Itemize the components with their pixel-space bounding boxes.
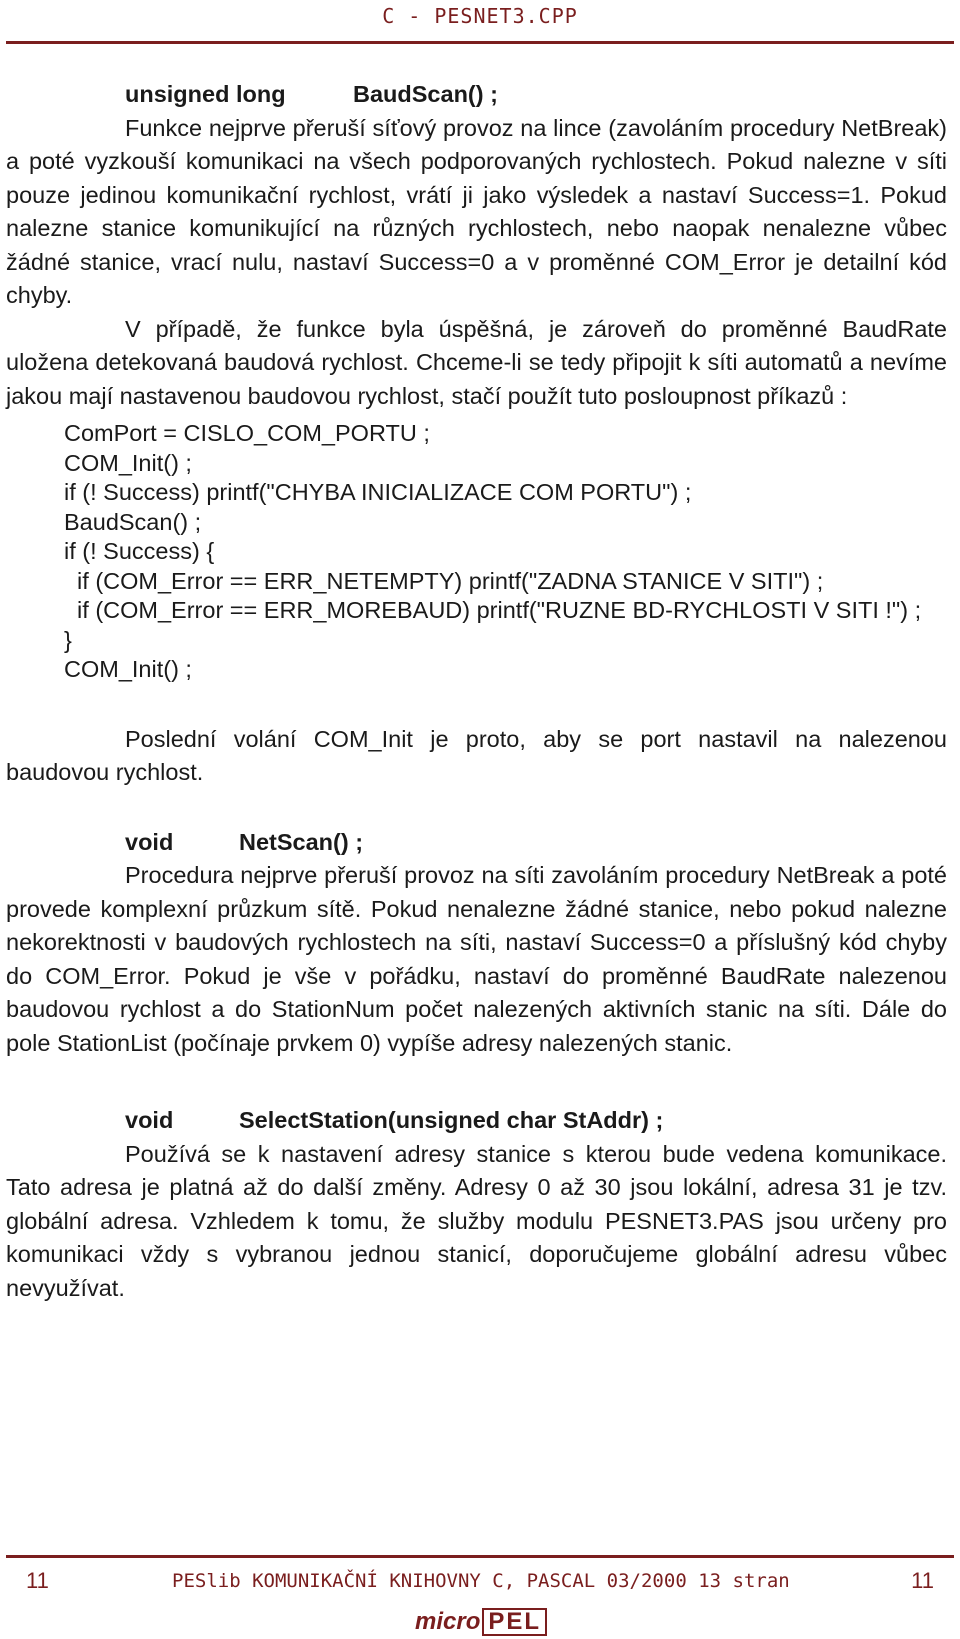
- document-body: [6, 78, 947, 1305]
- code-line: COM_Init() ;: [64, 656, 192, 682]
- baudscan-description: Funkce nejprve přeruší síťový provoz na lince (zavoláním procedury NetBreak) a poté vyzkouší komunikaci na všech podporovaných rychlostech. Pokud nalezne v síti pouze jedinou komunikační rychlost, vrátí ji jako výsledek a nastaví Success=1. Pokud nalezne stanice komunikující na různých rychlostech, nebo naopak nenalezne vůbec žádné stanice, vrací nulu, nastaví Success=0 a v proměnné COM_Error je detailní kód chyby.: [6, 114, 947, 308]
- baudscan-signature: [6, 78, 947, 112]
- baudscan-usage-note: V případě, že funkce byla úspěšná, je zároveň do proměnné BaudRate uložena detekovaná baudová rychlost. Chceme-li se tedy připojit k síti automatů a nevíme jakou mají nastavenou baudovou rychlost, stačí použít tuto posloupnost příkazů :: [6, 315, 947, 409]
- selectstation-signature: [6, 1104, 947, 1138]
- netscan-function-name: NetScan() ;: [239, 828, 364, 855]
- code-line: if (! Success) {: [64, 538, 215, 564]
- code-line: }: [64, 626, 72, 653]
- micropel-logo: [415, 1608, 547, 1638]
- code-line: if (COM_Error == ERR_MOREBAUD) printf("RUZNE BD-RYCHLOSTI V SITI !") ;: [64, 597, 922, 623]
- selectstation-function-name: SelectStation(unsigned char StAddr) ;: [239, 1107, 664, 1133]
- logo-micro-text: micro: [415, 1608, 481, 1635]
- code-line: if (COM_Error == ERR_NETEMPTY) printf("ZADNA STANICE V SITI") ;: [64, 567, 824, 594]
- baudscan-code-example: [6, 419, 947, 685]
- page-footer: [0, 1568, 960, 1608]
- page-number-right: 11: [911, 1568, 934, 1593]
- footer-text: PESlib KOMUNIKAČNÍ KNIHOVNY C, PASCAL 03/2000 13 stran: [172, 1570, 790, 1592]
- selectstation-description: Používá se k nastavení adresy stanice s kterou bude vedena komunikace. Tato adresa je platná až do další změny. Adresy 0 až 30 jsou lokální, adresa 31 je tzv. globální adresa. Vzhledem k tomu, že služby modulu PESNET3.PAS jsou určeny pro komunikaci vždy s vybranou jednou stanicí, doporučujeme globální adresu vůbec nevyužívat.: [6, 1140, 947, 1301]
- footer-rule: [6, 1555, 954, 1558]
- netscan-description: Procedura nejprve přeruší provoz na síti zavoláním procedury NetBreak a poté provede komplexní průzkum sítě. Pokud nenalezne žádné stanice, nebo pokud nalezne nekorektnosti v baudových rychlostech na síti, nastaví Success=0 a příslušný kód chyby do COM_Error. Pokud je vše v pořádku, nastaví do proměnné BaudRate nalezenou baudovou rychlost a do StationNum počet nalezených aktivních stanic na síti. Dále do pole StationList (počínaje prvkem 0) vypíše adresy nalezených stanic.: [6, 862, 947, 1056]
- baudscan-return-type: unsigned long: [125, 81, 286, 107]
- baudscan-function-name: BaudScan() ;: [353, 81, 498, 107]
- page-number-left: 11: [26, 1568, 49, 1593]
- code-line: ComPort = CISLO_COM_PORTU ;: [64, 420, 430, 446]
- logo-pel-text: PEL: [482, 1608, 547, 1636]
- code-line: if (! Success) printf("CHYBA INICIALIZACE COM PORTU") ;: [64, 479, 692, 505]
- netscan-return-type: void: [125, 828, 174, 855]
- baudscan-final-note: Poslední volání COM_Init je proto, aby se port nastavil na nalezenou baudovou rychlost.: [6, 725, 947, 785]
- code-line: COM_Init() ;: [64, 449, 192, 476]
- selectstation-return-type: void: [125, 1107, 174, 1133]
- netscan-signature: [6, 826, 947, 860]
- header-rule: [6, 41, 954, 44]
- page-header-title: C - PESNET3.CPP: [382, 4, 578, 28]
- code-line: BaudScan() ;: [64, 508, 202, 535]
